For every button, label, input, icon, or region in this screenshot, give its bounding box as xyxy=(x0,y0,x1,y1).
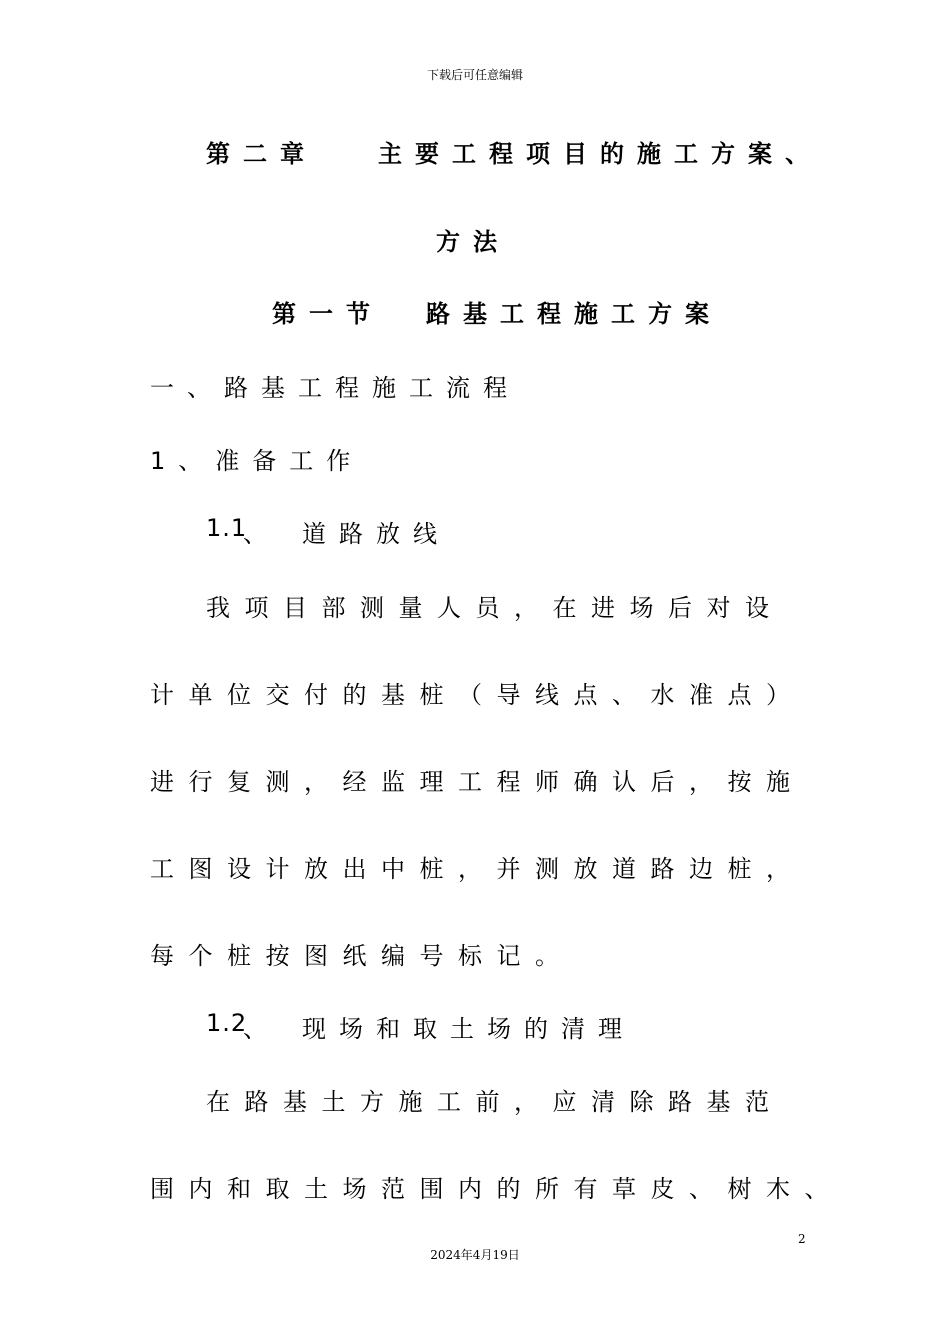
chapter-title-line2: 方法 xyxy=(436,228,510,256)
subheading-2-title: 现场和取土场的清理 xyxy=(302,1015,635,1043)
page-number: 2 xyxy=(798,1232,806,1246)
page-header: 下载后可任意编辑 xyxy=(426,68,523,82)
section-label: 第一节 xyxy=(272,300,383,328)
paragraph-1-line-1: 我项目部测量人员，在进场后对设 xyxy=(206,594,784,622)
subheading-1-number: 1.1 xyxy=(206,514,248,542)
paragraph-1-line-3: 进行复测，经监理工程师确认后，按施 xyxy=(150,768,805,796)
page-footer-date: 2024年4月19日 xyxy=(430,1248,520,1262)
heading-level1: 一、路基工程施工流程 xyxy=(150,374,520,402)
paragraph-1-line-2: 计单位交付的基桩（导线点、水准点） xyxy=(150,681,805,709)
paragraph-1-line-5: 每个桩按图纸编号标记。 xyxy=(150,942,574,970)
paragraph-2-line-1: 在路基土方施工前，应清除路基范 xyxy=(206,1088,784,1116)
subheading-1-title: 道路放线 xyxy=(302,520,450,548)
subheading-2-separator: 、 xyxy=(243,1015,280,1043)
paragraph-2-line-2: 围内和取土场范围内的所有草皮、树木、 xyxy=(150,1175,843,1203)
chapter-title-line1: 主要工程项目的施工方案、 xyxy=(378,140,822,168)
section-title: 路基工程施工方案 xyxy=(426,300,722,328)
paragraph-1-line-4: 工图设计放出中桩，并测放道路边桩， xyxy=(150,855,805,883)
heading-level2: 1、准备工作 xyxy=(150,447,364,475)
chapter-label: 第二章 xyxy=(206,140,317,168)
subheading-1-separator: 、 xyxy=(243,520,280,548)
subheading-2-number: 1.2 xyxy=(206,1009,248,1037)
